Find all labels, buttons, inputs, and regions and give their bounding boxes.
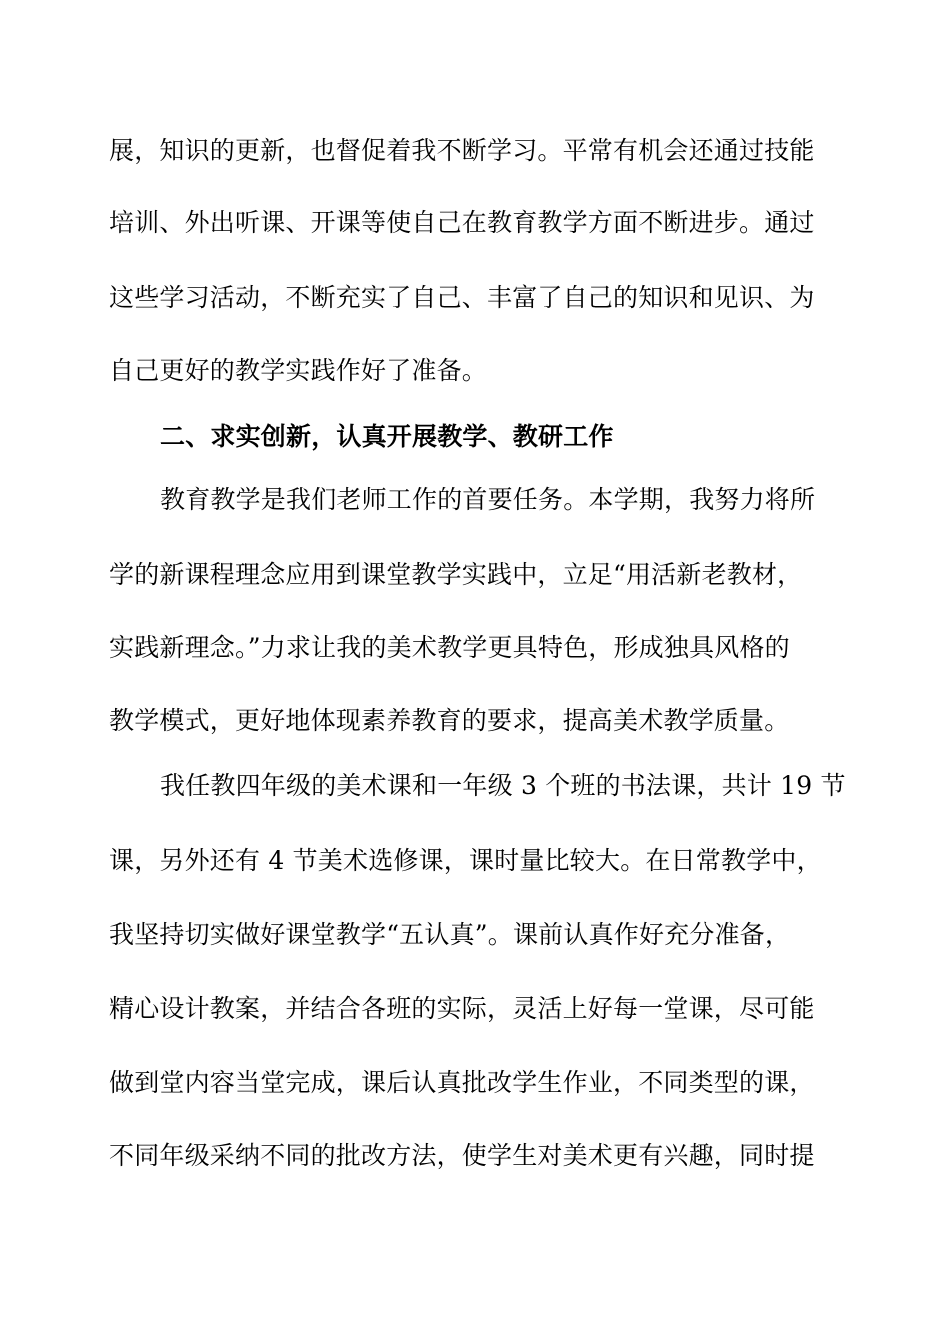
paragraph-line: 我任教四年级的美术课和一年级 3 个班的书法课，共计 19 节 xyxy=(160,771,846,800)
paragraph-line: 实践新理念。”力求让我的美术教学更具特色，形成独具风格的 xyxy=(109,633,790,662)
section-heading: 二、求实创新，认真开展教学、教研工作 xyxy=(160,422,614,451)
paragraph-line: 这些学习活动，不断充实了自己、丰富了自己的知识和见识、为 xyxy=(109,283,815,312)
paragraph-line: 不同年级采纳不同的批改方法，使学生对美术更有兴趣，同时提 xyxy=(109,1141,815,1170)
paragraph-line: 教学模式，更好地体现素养教育的要求，提高美术教学质量。 xyxy=(109,706,790,735)
paragraph-line: 学的新课程理念应用到课堂教学实践中，立足“用活新老教材， xyxy=(109,560,803,589)
paragraph-line: 自己更好的教学实践作好了准备。 xyxy=(109,356,488,385)
paragraph-line: 课，另外还有 4 节美术选修课，课时量比较大。在日常教学中， xyxy=(109,846,822,875)
paragraph-line: 我坚持切实做好课堂教学“五认真”。课前认真作好充分准备， xyxy=(109,920,791,949)
paragraph-line: 做到堂内容当堂完成，课后认真批改学生作业，不同类型的课， xyxy=(109,1068,815,1097)
paragraph-line: 精心设计教案，并结合各班的实际，灵活上好每一堂课，尽可能 xyxy=(109,994,815,1023)
paragraph-line: 培训、外出听课、开课等使自己在教育教学方面不断进步。通过 xyxy=(109,208,815,237)
paragraph-line: 展，知识的更新，也督促着我不断学习。平常有机会还通过技能 xyxy=(109,136,815,165)
paragraph-line: 教育教学是我们老师工作的首要任务。本学期，我努力将所 xyxy=(160,485,816,514)
